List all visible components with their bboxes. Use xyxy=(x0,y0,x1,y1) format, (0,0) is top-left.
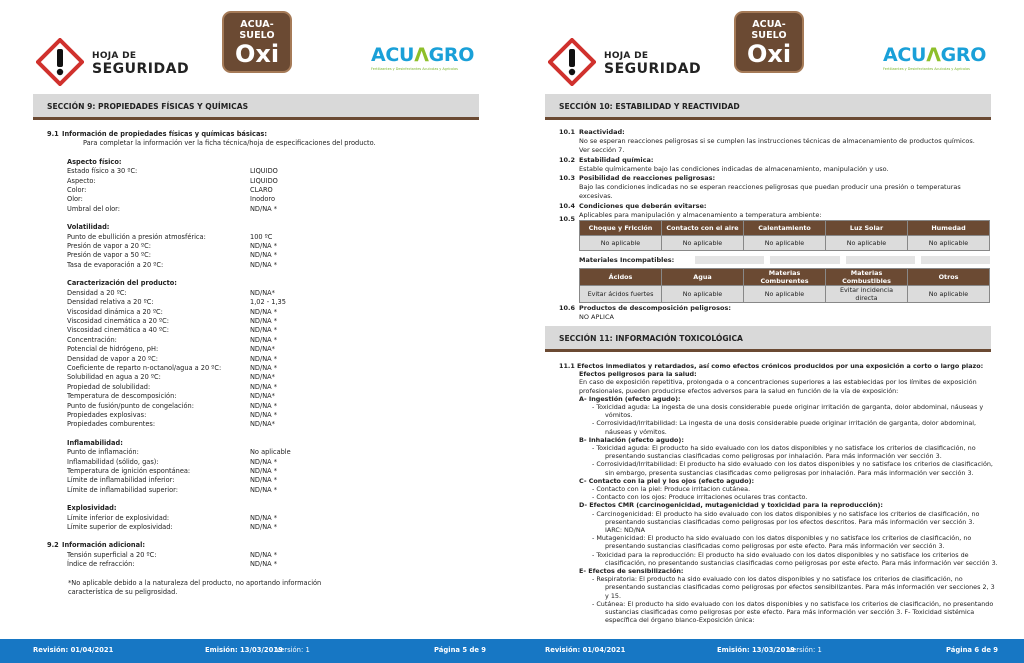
tox-line: IARC: ND/NA xyxy=(605,526,646,535)
item-title: Condiciones que deberán evitarse: xyxy=(579,201,707,210)
table-conditions xyxy=(579,220,990,251)
footer-left xyxy=(0,639,512,663)
property-row xyxy=(47,402,482,411)
property-row xyxy=(47,523,482,532)
property-value: ND/NA* xyxy=(250,420,275,429)
property-value: ND/NA * xyxy=(250,476,278,485)
property-label: Olor: xyxy=(67,195,83,204)
footer-version: Versión: 1 xyxy=(276,646,310,654)
property-row xyxy=(47,242,482,251)
item-heading xyxy=(559,128,994,137)
table-value-cell: Evitar incidencia directa xyxy=(826,286,908,303)
s91-title: Información de propiedades físicas y químicas básicas: xyxy=(62,130,267,138)
property-row xyxy=(47,467,482,476)
property-row xyxy=(47,355,482,364)
property-label: Punto de ebullición a presión atmosférica: xyxy=(67,232,206,241)
item-title: Reactividad: xyxy=(579,128,625,136)
table-incompatible-materials xyxy=(579,268,990,303)
tox-line: sustancias clasificadas como peligrosas por este efecto. Para más información ver sección 3. F- Toxicidad sistémica xyxy=(605,608,975,617)
item-num: 10.2 xyxy=(559,155,576,164)
tox-line: sin embargo, presenta sustancias clasificadas como peligrosas por inhalación. Para más información ver sección 3. xyxy=(605,468,974,477)
section-9-content xyxy=(47,130,482,597)
acuagro-logo xyxy=(371,44,477,78)
property-label: Tensión superficial a 20 ºC: xyxy=(67,550,157,559)
table-header-cell: Otros xyxy=(908,269,990,286)
placeholder-bar xyxy=(695,256,764,264)
property-label: Viscosidad dinámica a 20 ºC: xyxy=(67,307,163,316)
property-row xyxy=(47,448,482,457)
property-label: Color: xyxy=(67,186,87,195)
tox-line: - Cutánea: El producto ha sido evaluado con los datos disponibles y no satisface los criterios de clasificación, no presentando xyxy=(592,599,994,608)
tox-line: E- Efectos de sensibilización: xyxy=(579,567,684,576)
doc-type-label: HOJA DE xyxy=(604,51,649,61)
hazard-diamond-icon xyxy=(36,38,84,86)
property-label: Inflamabilidad (sólido, gas): xyxy=(67,457,159,466)
property-value: ND/NA * xyxy=(250,363,278,372)
property-row xyxy=(47,251,482,260)
item-heading xyxy=(559,174,994,183)
footer-version: Versión: 1 xyxy=(788,646,822,654)
n106: 10.6 xyxy=(559,304,576,312)
leaf-icon: Λ xyxy=(926,44,941,66)
item-10-6 xyxy=(559,304,994,322)
item-title: Estabilidad química: xyxy=(579,155,654,164)
table-header-cell: Ácidos xyxy=(580,269,662,286)
table-header-cell: Agua xyxy=(662,269,744,286)
item-num: 10.4 xyxy=(559,201,576,210)
footer-page: Página 5 de 9 xyxy=(434,646,487,654)
doc-type-title: SEGURIDAD xyxy=(604,61,702,77)
tox-line: - Carcinogenicidad: El producto ha sido evaluado con los datos disponibles y no satisface los criterios de clasificación, no xyxy=(592,509,980,518)
section-11-header xyxy=(545,326,991,352)
product-logo xyxy=(222,11,292,73)
property-value: ND/NA * xyxy=(250,513,278,522)
table-value-cell: Evitar ácidos fuertes xyxy=(580,286,662,303)
table-value-cell: No aplicable xyxy=(826,236,908,251)
tox-line: presentando sustancias clasificadas como peligrosas por inhalación. Para más información ver sección 3. xyxy=(605,452,942,461)
mat-incomp-placeholders xyxy=(695,256,990,264)
group-title: Inflamabilidad: xyxy=(67,438,123,447)
spacer xyxy=(47,430,482,439)
section-11-content xyxy=(559,362,999,625)
footer-page: Página 6 de 9 xyxy=(946,646,999,654)
property-label: Estado físico a 30 ºC: xyxy=(67,167,138,176)
tox-line: - Toxicidad para la reproducción: El producto ha sido evaluado con los datos disponibles y no satisface los criterios de xyxy=(592,550,969,559)
tox-line: profesionales, pueden producirse efectos adversos para la salud en función de la vía de exposición: xyxy=(579,386,899,395)
group-title: Caracterización del producto: xyxy=(67,279,177,288)
product-logo-top: ACUA-SUELO xyxy=(239,19,275,41)
property-label: Límite de inflamabilidad superior: xyxy=(67,485,178,494)
property-label: Punto de fusión/punto de congelación: xyxy=(67,401,194,410)
property-label: Densidad relativa a 20 ºC: xyxy=(67,298,154,307)
property-value: ND/NA * xyxy=(250,382,278,391)
tox-line: - Mutagenicidad: El producto ha sido evaluado con los datos disponibles y no satisface los criterios de clasificación, no xyxy=(592,534,972,543)
tox-line: específica del órgano blanco-Exposición única: xyxy=(605,616,755,625)
property-row xyxy=(47,261,482,270)
section-10-content xyxy=(559,128,994,220)
property-label: Solubilidad en agua a 20 ºC: xyxy=(67,373,161,382)
section-11-title: SECCIÓN 11: INFORMACIÓN TOXICOLÓGICA xyxy=(559,334,743,343)
property-label: Densidad a 20 ºC: xyxy=(67,288,127,297)
table-header-cell: Calentamiento xyxy=(744,221,826,236)
tox-line: náuseas y vómitos. xyxy=(605,427,667,436)
tox-line: presentando sustancias clasificadas como peligrosas por efectos sensibilizantes. Para más información ver secciones 2, 3 y 15. xyxy=(605,583,995,600)
property-label: Concentración: xyxy=(67,335,117,344)
property-value: ND/NA * xyxy=(250,560,278,569)
table-value-cell: No aplicable xyxy=(908,286,990,303)
property-value: ND/NA* xyxy=(250,373,275,382)
section-9-header xyxy=(33,94,479,120)
note-line-2: característica de su peligrosidad. xyxy=(68,588,178,597)
property-label: Densidad de vapor a 20 ºC: xyxy=(67,354,158,363)
footer-emision: Emisión: 13/03/2019 xyxy=(205,646,283,654)
acuagro-name-b: GRO xyxy=(940,44,987,66)
tox-line: En caso de exposición repetitiva, prolongada o a concentraciones superiores a las establecidas por los límites de exposición xyxy=(579,378,977,387)
s91-text: Para completar la información ver la ficha técnica/hoja de especificaciones del producto. xyxy=(83,139,376,148)
table-value-cell: No aplicable xyxy=(744,286,826,303)
property-label: Viscosidad cinemática a 40 ºC: xyxy=(67,326,169,335)
table-value-cell: No aplicable xyxy=(744,236,826,251)
property-label: Punto de inflamación: xyxy=(67,448,139,457)
item-line: No se esperan reacciones peligrosas si se cumplen las instrucciones técnicas de almacenamiento de productos químicos. xyxy=(579,137,975,146)
item-line: Bajo las condiciones indicadas no se esperan reacciones peligrosas que puedan producir una presión o temperaturas excesivas. xyxy=(579,183,961,201)
property-row xyxy=(47,298,482,307)
property-value: No aplicable xyxy=(250,448,291,457)
property-label: Límite inferior de explosividad: xyxy=(67,513,170,522)
tox-line: presentando sustancias clasificadas como peligrosas por los efectos descritos. Para más información ver sección 3. xyxy=(605,517,975,526)
placeholder-bar xyxy=(770,256,839,264)
table-value-cell: No aplicable xyxy=(662,286,744,303)
item-title: Posibilidad de reacciones peligrosas: xyxy=(579,174,716,183)
property-row xyxy=(47,205,482,214)
property-row xyxy=(47,317,482,326)
section-10-header xyxy=(545,94,991,120)
spacer xyxy=(47,495,482,504)
table-value-cell: No aplicable xyxy=(580,236,662,251)
doc-type-title: SEGURIDAD xyxy=(92,61,190,77)
group-title: Explosividad: xyxy=(67,504,117,513)
property-value: ND/NA * xyxy=(250,326,278,335)
n105: 10.5 xyxy=(559,215,576,223)
property-value: CLARO xyxy=(250,186,273,195)
section-9-title: SECCIÓN 9: PROPIEDADES FÍSICAS Y QUÍMICAS xyxy=(47,102,249,111)
acuagro-name-b: GRO xyxy=(428,44,475,66)
property-label: Aspecto: xyxy=(67,176,96,185)
tox-line: D- Efectos CMR (carcinogenicidad, mutagenicidad y toxicidad para la reproducción): xyxy=(579,501,883,510)
table-header-cell: Contacto con el aire xyxy=(662,221,744,236)
property-label: Temperatura de descomposición: xyxy=(67,392,177,401)
property-row xyxy=(47,551,482,560)
tox-line: - Toxicidad aguda: La ingesta de una dosis considerable puede originar irritación de garganta, dolor abdominal, náuseas y xyxy=(592,403,984,412)
page-right xyxy=(512,0,1024,663)
item-num: 10.1 xyxy=(559,128,576,136)
property-value: ND/NA* xyxy=(250,392,275,401)
product-logo-main: Oxi xyxy=(746,40,792,68)
tox-line: - Contacto con la piel: Produce irritacion cutánea. xyxy=(592,485,751,494)
product-logo-main: Oxi xyxy=(234,40,280,68)
property-value: ND/NA * xyxy=(250,485,278,494)
property-value: ND/NA * xyxy=(250,401,278,410)
property-value: ND/NA * xyxy=(250,550,278,559)
property-row xyxy=(47,383,482,392)
placeholder-bar xyxy=(921,256,990,264)
property-value: Inodoro xyxy=(250,195,275,204)
acuagro-subtitle: Fertilizantes y Desinfectantes Acuícolas y Agrícolas xyxy=(371,67,458,71)
property-value: ND/NA* xyxy=(250,345,275,354)
property-row xyxy=(47,373,482,382)
property-label: Presión de vapor a 20 ºC: xyxy=(67,242,151,251)
property-label: Potencial de hidrógeno, pH: xyxy=(67,345,159,354)
table-header-cell: Luz Solar xyxy=(826,221,908,236)
property-value: ND/NA * xyxy=(250,242,278,251)
table-value-row xyxy=(580,236,990,251)
item-line: Ver sección 7. xyxy=(579,146,625,155)
acuagro-name-a: ACU xyxy=(883,44,927,66)
property-label: Tasa de evaporación a 20 ºC: xyxy=(67,260,164,269)
property-row xyxy=(47,336,482,345)
footer-revision: Revisión: 01/04/2021 xyxy=(33,646,114,654)
property-label: Límite superior de explosividad: xyxy=(67,523,173,532)
table-value-cell: No aplicable xyxy=(662,236,744,251)
property-value: 100 ºC xyxy=(250,232,273,241)
s91-num: 9.1 xyxy=(47,130,59,138)
mat-incomp-label: Materiales Incompatibles: xyxy=(579,256,675,264)
section-10-title: SECCIÓN 10: ESTABILIDAD Y REACTIVIDAD xyxy=(559,102,740,111)
doc-type-label: HOJA DE xyxy=(92,51,137,61)
acuagro-name-a: ACU xyxy=(371,44,415,66)
property-row xyxy=(47,167,482,176)
property-value: ND/NA * xyxy=(250,467,278,475)
spacer xyxy=(47,270,482,279)
tox-line: - Contacto con los ojos: Produce irritaciones oculares tras contacto. xyxy=(592,493,808,502)
property-value: ND/NA * xyxy=(250,316,278,325)
s92-title: Información adicional: xyxy=(62,541,145,550)
property-row xyxy=(47,186,482,195)
property-label: Umbral del olor: xyxy=(67,204,121,213)
property-label: Propiedades comburentes: xyxy=(67,420,156,429)
property-value: ND/NA * xyxy=(250,410,278,419)
property-row xyxy=(47,486,482,495)
property-value: ND/NA * xyxy=(250,260,278,269)
property-row xyxy=(47,195,482,204)
table-header-row xyxy=(580,221,990,236)
n111: 11.1 xyxy=(559,362,575,370)
property-row xyxy=(47,345,482,354)
item-heading xyxy=(559,202,994,211)
tox-line: B- Inhalación (efecto agudo): xyxy=(579,435,684,444)
item-line: Aplicables para manipulación y almacenamiento a temperatura ambiente: xyxy=(579,210,822,219)
property-value: ND/NA * xyxy=(250,523,278,532)
item-heading xyxy=(559,156,994,165)
property-row xyxy=(47,476,482,485)
product-logo xyxy=(734,11,804,73)
item-num: 10.3 xyxy=(559,174,576,183)
property-row xyxy=(47,560,482,569)
footer-revision: Revisión: 01/04/2021 xyxy=(545,646,626,654)
table-header-row xyxy=(580,269,990,286)
spacer xyxy=(47,149,482,158)
property-value: ND/NA * xyxy=(250,251,278,260)
tox-line: clasificación, no presentando sustancias clasificadas como peligrosas por este efecto. Para más información ver sección 3. xyxy=(605,558,998,567)
table-header-cell: Choque y Fricción xyxy=(580,221,662,236)
table-header-cell: Humedad xyxy=(908,221,990,236)
placeholder-bar xyxy=(846,256,915,264)
property-value: ND/NA * xyxy=(250,307,278,316)
hazard-diamond-icon xyxy=(548,38,596,86)
property-value: ND/NA * xyxy=(250,335,278,344)
acuagro-logo xyxy=(883,44,989,78)
table-value-row xyxy=(580,286,990,303)
property-label: Propiedades explosivas: xyxy=(67,410,147,419)
tox-line: C- Contacto con la piel y los ojos (efecto agudo): xyxy=(579,476,755,485)
property-value: LIQUIDO xyxy=(250,176,278,185)
property-row xyxy=(47,308,482,317)
s92-num: 9.2 xyxy=(47,541,59,550)
tox-line: vómitos. xyxy=(605,411,633,420)
property-row xyxy=(47,233,482,242)
property-value: ND/NA * xyxy=(250,457,278,466)
spacer xyxy=(47,214,482,223)
property-label: Presión de vapor a 50 ºC: xyxy=(67,251,151,260)
property-row xyxy=(47,458,482,467)
note-line-1: *No aplicable debido a la naturaleza del producto, no aportando información xyxy=(68,578,322,587)
item-line: Estable químicamente bajo las condiciones indicadas de almacenamiento, manipulación y uso. xyxy=(579,164,889,173)
tox-line: - Toxicidad aguda: El producto ha sido evaluado con los datos disponibles y no satisface los criterios de clasificación, no xyxy=(592,444,976,453)
property-value: 1,02 - 1,35 xyxy=(250,298,286,307)
property-value: LIQUIDO xyxy=(250,167,278,176)
product-logo-top: ACUA-SUELO xyxy=(751,19,787,41)
property-label: Coeficiente de reparto n-octanol/agua a 20 ºC: xyxy=(67,363,222,372)
tox-line: A- Ingestión (efecto agudo): xyxy=(579,394,681,403)
t111: Efectos inmediatos y retardados, así como efectos crónicos producidos por una exposición a corto o largo plazo: xyxy=(577,362,984,370)
group-title: Volatilidad: xyxy=(67,223,110,232)
footer-emision: Emisión: 13/03/2019 xyxy=(717,646,795,654)
property-row xyxy=(47,177,482,186)
property-label: Límite de inflamabilidad inferior: xyxy=(67,476,175,485)
tox-line: Efectos peligrosos para la salud: xyxy=(579,370,697,379)
acuagro-subtitle: Fertilizantes y Desinfectantes Acuícolas y Agrícolas xyxy=(883,67,970,71)
property-value: ND/NA * xyxy=(250,204,278,213)
group-title: Aspecto físico: xyxy=(67,157,122,166)
property-label: Viscosidad cinemática a 20 ºC: xyxy=(67,316,169,325)
table-header-cell: Materias Comburentes xyxy=(744,269,826,286)
property-row xyxy=(47,411,482,420)
property-row xyxy=(47,289,482,298)
v106: NO APLICA xyxy=(579,313,614,322)
property-row xyxy=(47,392,482,401)
tox-line: - Corrosividad/Irritabilidad: El producto ha sido evaluado con los datos disponibles y no satisface los criterios de clasificación, xyxy=(592,460,993,469)
tox-line: - Corrosividad/Irritabilidad: La ingesta de una dosis considerable puede originar irritación de garganta, dolor abdominal, xyxy=(592,419,977,428)
property-value: ND/NA* xyxy=(250,288,275,297)
table-value-cell: No aplicable xyxy=(908,236,990,251)
property-label: Propiedad de solubilidad: xyxy=(67,382,151,391)
property-value: ND/NA * xyxy=(250,354,278,363)
property-label: Temperatura de ignición espontánea: xyxy=(67,467,191,475)
property-label: Índice de refracción: xyxy=(67,560,135,569)
footer-right xyxy=(512,639,1024,663)
property-row xyxy=(47,514,482,523)
property-row xyxy=(47,364,482,373)
t106: Productos de descomposición peligrosos: xyxy=(579,304,731,312)
property-row xyxy=(47,420,482,429)
tox-line: - Respiratoria: El producto ha sido evaluado con los datos disponibles y no satisface los criterios de clasificación, no xyxy=(592,575,963,584)
property-row xyxy=(47,326,482,335)
leaf-icon: Λ xyxy=(414,44,429,66)
tox-line: presentando sustancias clasificadas como peligrosas por este efecto. Para más información ver sección 3. xyxy=(605,542,945,551)
table-header-cell: Materias Combustibles xyxy=(826,269,908,286)
